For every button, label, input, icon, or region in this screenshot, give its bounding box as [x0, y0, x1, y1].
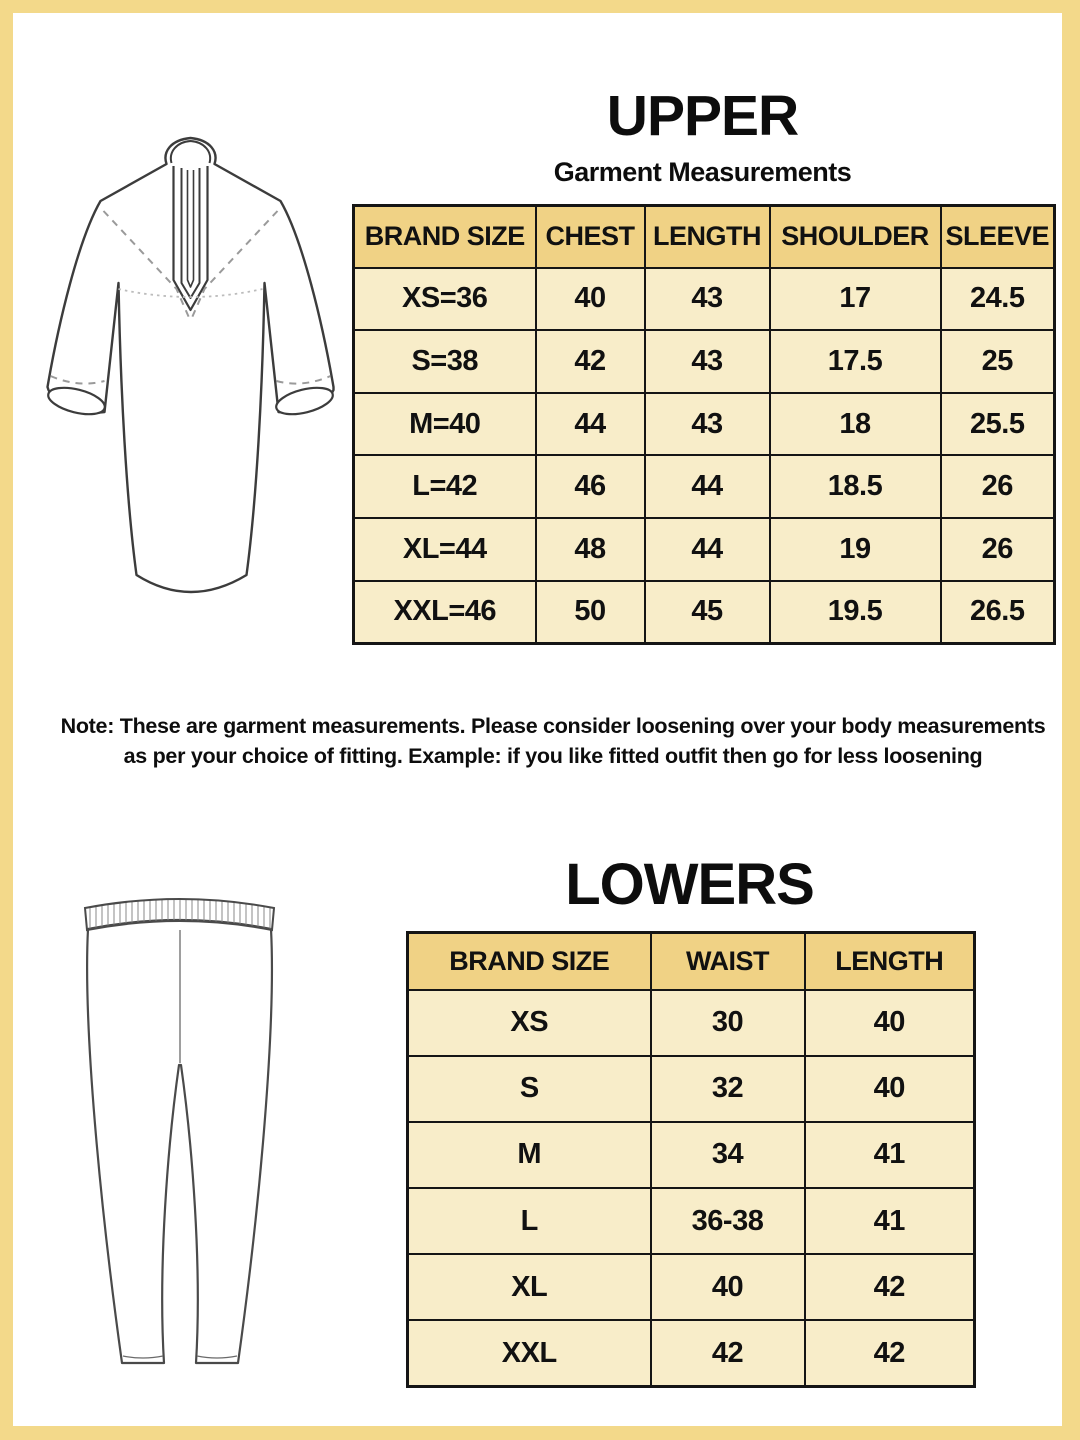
length-cell: 45 — [645, 581, 770, 644]
lowers-section-title: LOWERS — [565, 852, 814, 917]
brand-size-cell: XS=36 — [354, 268, 536, 331]
upper-section-title: UPPER — [606, 84, 799, 148]
brand-size-cell: S — [408, 1056, 651, 1122]
upper-size-table-container — [352, 204, 1053, 645]
shoulder-cell: 18 — [770, 393, 941, 456]
brand-size-cell: XL=44 — [354, 518, 536, 581]
shoulder-cell: 17.5 — [770, 330, 941, 393]
sleeve-cell: 26 — [941, 455, 1055, 518]
shoulder-cell: 19.5 — [770, 581, 941, 644]
column-header-cell: WAIST — [651, 933, 805, 990]
chest-cell: 50 — [536, 581, 645, 644]
sleeve-cell: 25 — [941, 330, 1055, 393]
chest-cell: 40 — [536, 268, 645, 331]
sleeve-cell: 25.5 — [941, 393, 1055, 456]
waist-cell: 30 — [651, 990, 805, 1056]
length-cell: 44 — [645, 455, 770, 518]
length-cell: 43 — [645, 393, 770, 456]
brand-size-cell: XL — [408, 1254, 651, 1320]
brand-size-cell: XXL=46 — [354, 581, 536, 644]
column-header-cell: LENGTH — [805, 933, 975, 990]
column-header-cell: LENGTH — [645, 206, 770, 268]
size-row — [408, 1254, 975, 1320]
chest-cell: 42 — [536, 330, 645, 393]
size-row — [408, 1056, 975, 1122]
size-row — [408, 1122, 975, 1188]
size-row — [354, 330, 1055, 393]
chest-cell: 44 — [536, 393, 645, 456]
chest-cell: 48 — [536, 518, 645, 581]
brand-size-cell: L=42 — [354, 455, 536, 518]
size-row — [408, 990, 975, 1056]
upper-size-table — [352, 204, 1056, 645]
upper-table-body — [354, 268, 1055, 644]
column-header-cell: SHOULDER — [770, 206, 941, 268]
size-row — [354, 393, 1055, 456]
size-row — [354, 455, 1055, 518]
column-header-cell: CHEST — [536, 206, 645, 268]
leggings-icon — [76, 885, 283, 1377]
column-header-cell: BRAND SIZE — [354, 206, 536, 268]
length-cell: 41 — [805, 1122, 975, 1188]
lowers-size-table — [406, 931, 976, 1388]
shoulder-cell: 18.5 — [770, 455, 941, 518]
waist-cell: 36-38 — [651, 1188, 805, 1254]
size-row — [408, 1320, 975, 1386]
length-cell: 43 — [645, 268, 770, 331]
brand-size-cell: M=40 — [354, 393, 536, 456]
leggings-illustration — [76, 885, 283, 1377]
kurta-illustration — [40, 131, 341, 636]
kurta-icon — [40, 131, 341, 636]
shoulder-cell: 19 — [770, 518, 941, 581]
length-cell: 40 — [805, 1056, 975, 1122]
size-row — [408, 1188, 975, 1254]
brand-size-cell: S=38 — [354, 330, 536, 393]
upper-table-header — [354, 206, 1055, 268]
length-cell: 44 — [645, 518, 770, 581]
length-cell: 42 — [805, 1254, 975, 1320]
note-line-1: Note: These are garment measurements. Please consider loosening over your body measurements — [60, 714, 1046, 738]
brand-size-cell: XXL — [408, 1320, 651, 1386]
size-row — [354, 518, 1055, 581]
length-cell: 43 — [645, 330, 770, 393]
column-header-cell: SLEEVE — [941, 206, 1055, 268]
lowers-table-body — [408, 990, 975, 1387]
brand-size-cell: M — [408, 1122, 651, 1188]
chest-cell: 46 — [536, 455, 645, 518]
brand-size-cell: L — [408, 1188, 651, 1254]
lowers-size-table-container — [406, 931, 973, 1388]
upper-header-row — [354, 206, 1055, 268]
lowers-header-row — [408, 933, 975, 990]
measurement-note — [53, 711, 1053, 771]
lowers-table-header — [408, 933, 975, 990]
length-cell: 41 — [805, 1188, 975, 1254]
upper-section-subtitle: Garment Measurements — [553, 157, 852, 187]
length-cell: 42 — [805, 1320, 975, 1386]
waist-cell: 40 — [651, 1254, 805, 1320]
size-row — [354, 268, 1055, 331]
shoulder-cell: 17 — [770, 268, 941, 331]
column-header-cell: BRAND SIZE — [408, 933, 651, 990]
waist-cell: 32 — [651, 1056, 805, 1122]
size-row — [354, 581, 1055, 644]
brand-size-cell: XS — [408, 990, 651, 1056]
note-line-2: as per your choice of fitting. Example: if you like fitted outfit then go for less loosening — [123, 744, 983, 768]
waist-cell: 34 — [651, 1122, 805, 1188]
waist-cell: 42 — [651, 1320, 805, 1386]
length-cell: 40 — [805, 990, 975, 1056]
sleeve-cell: 26.5 — [941, 581, 1055, 644]
sleeve-cell: 24.5 — [941, 268, 1055, 331]
sleeve-cell: 26 — [941, 518, 1055, 581]
